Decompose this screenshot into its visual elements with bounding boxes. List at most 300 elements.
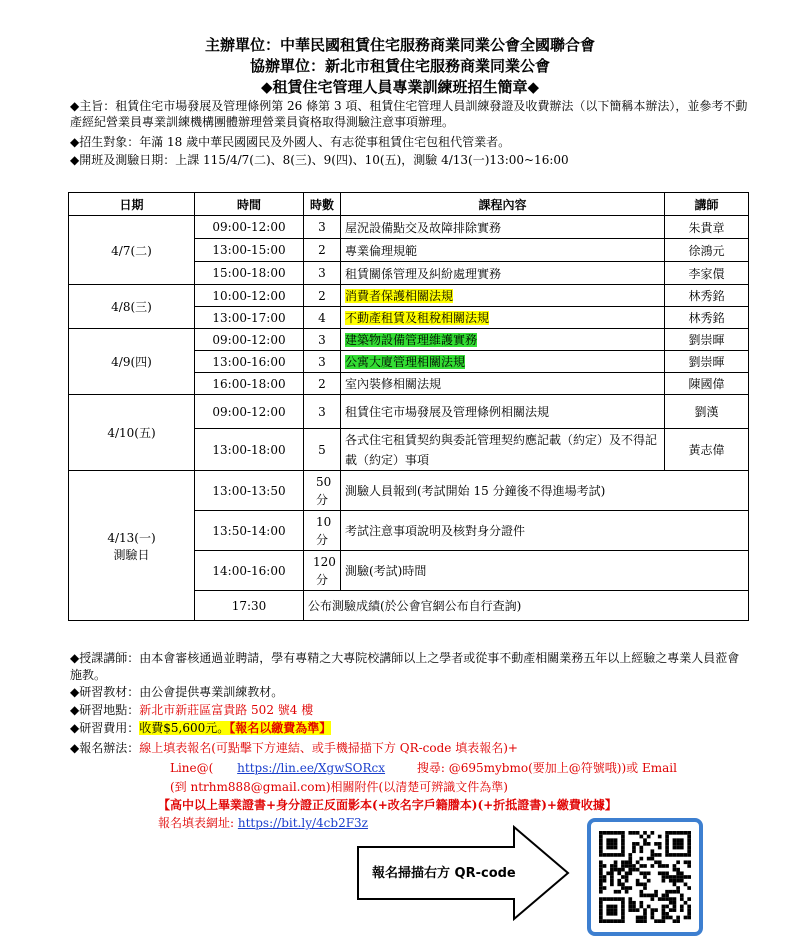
qr-module xyxy=(632,849,636,853)
qr-module xyxy=(628,860,632,864)
time-cell: 13:00-16:00 xyxy=(195,351,304,373)
qr-module xyxy=(632,864,636,868)
qr-module xyxy=(636,842,640,846)
qr-module xyxy=(606,831,610,835)
qr-module xyxy=(665,838,669,842)
qr-module xyxy=(632,908,636,912)
qr-module xyxy=(643,838,647,842)
time-cell: 13:00-13:50 xyxy=(195,471,304,511)
qr-module xyxy=(599,879,603,883)
qr-module xyxy=(628,864,632,868)
qr-module xyxy=(687,849,691,853)
qr-module xyxy=(684,831,688,835)
qr-module xyxy=(636,916,640,920)
qr-module xyxy=(658,864,662,868)
qr-module xyxy=(614,868,618,872)
hours-cell: 4 xyxy=(304,307,341,329)
qr-module xyxy=(673,868,677,872)
qr-module xyxy=(665,871,669,875)
qr-module xyxy=(654,890,658,894)
qr-module xyxy=(662,908,666,912)
apply-note xyxy=(70,740,750,757)
content-cell: 專業倫理規範 xyxy=(341,239,665,262)
qr-module xyxy=(676,875,680,879)
qr-module xyxy=(610,868,614,872)
qr-module xyxy=(680,875,684,879)
exam-day-label: 測驗日 xyxy=(113,547,150,562)
qr-module xyxy=(680,905,684,909)
qr-module xyxy=(610,912,614,916)
qr-module xyxy=(673,897,677,901)
qr-module xyxy=(610,864,614,868)
qr-module xyxy=(643,864,647,868)
qr-module xyxy=(625,886,629,890)
qr-module xyxy=(665,905,669,909)
header-time: 時間 xyxy=(195,193,304,216)
content-cell: 測驗(考試)時間 xyxy=(341,551,749,591)
qr-module xyxy=(639,894,643,898)
instructor-note: ◆授課講師：由本會審核通過並聘請，學有專精之大專院校講師以上之學者或從事不動產相關業務五年以上經驗之專業人員蒞會施教。 xyxy=(70,651,740,682)
table-row xyxy=(69,329,749,351)
qr-module xyxy=(621,849,625,853)
qr-module xyxy=(684,916,688,920)
qr-module xyxy=(628,901,632,905)
time-cell: 09:00-12:00 xyxy=(195,216,304,239)
qr-module xyxy=(665,875,669,879)
qr-module xyxy=(647,879,651,883)
document-title: ◆租賃住宅管理人員專業訓練班招生簡章◆ xyxy=(260,78,540,96)
time-cell: 14:00-16:00 xyxy=(195,551,304,591)
qr-module xyxy=(606,897,610,901)
qr-module xyxy=(599,871,603,875)
purpose-paragraph: ◆主旨：租賃住宅市場發展及管理條例第 26 條第 3 項、租賃住宅管理人員訓練發證及收費辦法（以下簡稱本辦法），並參考不動產經紀營業員專業訓練機構團體辦理營業員資格取得測驗注意事項辦理。 xyxy=(70,99,748,129)
qr-module xyxy=(621,835,625,839)
instructor-cell: 朱貴章 xyxy=(665,216,749,239)
hours-cell: 120分 xyxy=(304,551,341,591)
qr-module xyxy=(662,919,666,923)
qr-module xyxy=(680,842,684,846)
qr-module xyxy=(614,897,618,901)
qr-module xyxy=(654,842,658,846)
qr-module xyxy=(662,894,666,898)
content-cell: 屋況設備點交及故障排除實務 xyxy=(341,216,665,239)
target-paragraph: ◆招生對象：年滿 18 歲中華民國國民及外國人、有志從事租賃住宅包租代管業者。 xyxy=(70,135,511,149)
qr-module xyxy=(673,905,677,909)
qr-module xyxy=(614,919,618,923)
qr-module xyxy=(603,897,607,901)
qr-module xyxy=(687,831,691,835)
qr-module xyxy=(665,831,669,835)
qr-module xyxy=(680,894,684,898)
qr-module xyxy=(687,835,691,839)
qr-module xyxy=(632,868,636,872)
qr-module xyxy=(676,879,680,883)
hours-cell: 3 xyxy=(304,262,341,285)
qr-module xyxy=(684,853,688,857)
instructor-cell: 林秀銘 xyxy=(665,307,749,329)
location-label: ◆研習地點： xyxy=(70,703,140,717)
qr-module xyxy=(632,831,636,835)
qr-module xyxy=(665,912,669,916)
qr-module xyxy=(684,860,688,864)
qr-module xyxy=(676,831,680,835)
qr-module xyxy=(676,890,680,894)
qr-module xyxy=(621,883,625,887)
qr-module xyxy=(625,864,629,868)
qr-module xyxy=(639,864,643,868)
qr-module xyxy=(628,886,632,890)
qr-module xyxy=(628,868,632,872)
qr-module xyxy=(603,864,607,868)
instructor-cell: 徐鴻元 xyxy=(665,239,749,262)
qr-module xyxy=(639,849,643,853)
qr-module xyxy=(662,879,666,883)
qr-module xyxy=(617,879,621,883)
qr-module xyxy=(658,919,662,923)
hours-cell: 2 xyxy=(304,239,341,262)
qr-module xyxy=(643,919,647,923)
qr-module xyxy=(687,916,691,920)
qr-module xyxy=(599,835,603,839)
qr-module xyxy=(621,901,625,905)
qr-module xyxy=(669,879,673,883)
content-cell xyxy=(341,351,665,373)
qr-code-icon[interactable] xyxy=(599,831,691,923)
qr-module xyxy=(676,886,680,890)
qr-module xyxy=(680,871,684,875)
qr-module xyxy=(621,919,625,923)
qr-module xyxy=(687,886,691,890)
qr-module xyxy=(687,846,691,850)
content-cell: 測驗人員報到(考試開始 15 分鐘後不得進場考試) xyxy=(341,471,749,511)
hours-cell: 2 xyxy=(304,285,341,307)
qr-module xyxy=(636,883,640,887)
qr-module xyxy=(639,905,643,909)
qr-module xyxy=(654,919,658,923)
qr-module xyxy=(665,864,669,868)
qr-module xyxy=(643,886,647,890)
qr-module xyxy=(599,868,603,872)
qr-module xyxy=(665,916,669,920)
qr-module xyxy=(658,897,662,901)
qr-module xyxy=(606,838,610,842)
qr-module xyxy=(651,857,655,861)
qr-module xyxy=(621,864,625,868)
qr-module xyxy=(614,860,618,864)
qr-module xyxy=(614,908,618,912)
qr-module xyxy=(669,916,673,920)
qr-module xyxy=(599,860,603,864)
apply-line-3: (到 ntrhm888@gmail.com)相關附件(以清楚可辨識文件為準) xyxy=(170,780,508,794)
table-row xyxy=(69,216,749,239)
qr-module xyxy=(610,879,614,883)
qr-module xyxy=(669,897,673,901)
qr-module xyxy=(599,842,603,846)
hours-cell: 10分 xyxy=(304,511,341,551)
qr-module xyxy=(651,912,655,916)
content-cell xyxy=(341,329,665,351)
qr-module xyxy=(610,905,614,909)
qr-module xyxy=(647,857,651,861)
highlighted-course: 建築物設備管理維護實務 xyxy=(345,333,478,347)
qr-module xyxy=(599,890,603,894)
qr-module xyxy=(606,846,610,850)
time-cell: 13:00-17:00 xyxy=(195,307,304,329)
content-cell: 室內裝修相關法規 xyxy=(341,373,665,395)
qr-module xyxy=(673,838,677,842)
line-link[interactable]: https://lin.ee/XgwSORcx xyxy=(237,761,386,775)
date-cell xyxy=(69,471,195,621)
hours-cell: 3 xyxy=(304,329,341,351)
qr-module xyxy=(673,890,677,894)
qr-module xyxy=(684,883,688,887)
qr-module xyxy=(628,908,632,912)
qr-module xyxy=(614,838,618,842)
line-search: 搜尋: @695mybmo(要加上@符號哦))或 Email xyxy=(416,761,677,775)
qr-module xyxy=(599,831,603,835)
highlighted-course: 消費者保護相關法規 xyxy=(345,289,454,303)
fee-value: 收費$5,600元。 xyxy=(139,721,230,735)
fee-note xyxy=(70,720,750,737)
instructor-cell: 劉崇暉 xyxy=(665,351,749,373)
qr-module xyxy=(632,901,636,905)
qr-module xyxy=(599,853,603,857)
qr-module xyxy=(614,912,618,916)
content-cell: 租賃關係管理及糾紛處理實務 xyxy=(341,262,665,285)
qr-module xyxy=(617,883,621,887)
time-cell: 13:00-18:00 xyxy=(195,429,304,471)
qr-module xyxy=(669,831,673,835)
qr-module xyxy=(606,908,610,912)
qr-module xyxy=(651,831,655,835)
hours-cell: 5 xyxy=(304,429,341,471)
qr-module xyxy=(651,897,655,901)
qr-module xyxy=(669,908,673,912)
qr-module xyxy=(647,905,651,909)
dates-paragraph: ◆開班及測驗日期：上課 115/4/7(二)、8(三)、9(四)、10(五)，測驗 4/13(一)13:00~16:00 xyxy=(70,153,569,167)
qr-module xyxy=(639,919,643,923)
qr-module xyxy=(621,886,625,890)
content-cell: 租賃住宅市場發展及管理條例相關法規 xyxy=(341,395,665,429)
qr-module xyxy=(673,864,677,868)
qr-module xyxy=(665,835,669,839)
qr-module xyxy=(621,853,625,857)
qr-module xyxy=(628,857,632,861)
qr-module xyxy=(639,916,643,920)
qr-module xyxy=(610,842,614,846)
schedule-table xyxy=(68,192,749,621)
time-cell: 09:00-12:00 xyxy=(195,395,304,429)
qr-module xyxy=(636,879,640,883)
qr-module xyxy=(617,890,621,894)
qr-module xyxy=(603,919,607,923)
qr-module xyxy=(603,875,607,879)
hours-cell: 50分 xyxy=(304,471,341,511)
qr-module xyxy=(617,831,621,835)
qr-module xyxy=(621,905,625,909)
qr-module xyxy=(603,879,607,883)
qr-module xyxy=(628,831,632,835)
qr-module xyxy=(676,868,680,872)
qr-module xyxy=(676,853,680,857)
header-content: 課程內容 xyxy=(341,193,665,216)
qr-module xyxy=(636,908,640,912)
qr-module xyxy=(654,853,658,857)
qr-module xyxy=(599,916,603,920)
qr-module xyxy=(647,894,651,898)
qr-module xyxy=(636,868,640,872)
qr-module xyxy=(658,846,662,850)
qr-module xyxy=(614,842,618,846)
qr-module xyxy=(687,908,691,912)
apply-line-1: 線上填表報名(可點擊下方連結、或手機掃描下方 QR-code 填表報名)+ xyxy=(139,741,518,755)
qr-module xyxy=(665,846,669,850)
qr-module xyxy=(632,846,636,850)
qr-module xyxy=(621,846,625,850)
table-row xyxy=(69,285,749,307)
qr-module xyxy=(610,831,614,835)
qr-module xyxy=(621,912,625,916)
qr-module xyxy=(628,871,632,875)
qr-module xyxy=(643,912,647,916)
qr-module xyxy=(599,919,603,923)
qr-module xyxy=(599,897,603,901)
qr-module xyxy=(636,860,640,864)
qr-module xyxy=(662,875,666,879)
apply-line-2 xyxy=(170,760,760,777)
qr-module xyxy=(647,835,651,839)
qr-module xyxy=(687,897,691,901)
qr-module xyxy=(673,901,677,905)
qr-module xyxy=(673,875,677,879)
qr-module xyxy=(662,905,666,909)
instructor-cell: 劉漢 xyxy=(665,395,749,429)
instructor-cell: 黃志偉 xyxy=(665,429,749,471)
qr-module xyxy=(610,908,614,912)
qr-module xyxy=(651,916,655,920)
hours-cell: 2 xyxy=(304,373,341,395)
instructor-cell: 陳國偉 xyxy=(665,373,749,395)
qr-module xyxy=(669,853,673,857)
highlighted-course: 公寓大廈管理相關法規 xyxy=(345,355,466,369)
qr-module xyxy=(680,853,684,857)
qr-module xyxy=(606,853,610,857)
qr-module xyxy=(662,871,666,875)
qr-module xyxy=(632,905,636,909)
qr-module xyxy=(625,879,629,883)
content-cell xyxy=(341,307,665,329)
table-row xyxy=(69,395,749,429)
time-cell: 13:00-15:00 xyxy=(195,239,304,262)
highlighted-course: 不動產租賃及租稅相關法規 xyxy=(345,311,490,325)
qr-module xyxy=(665,890,669,894)
qr-module xyxy=(614,864,618,868)
qr-module xyxy=(606,919,610,923)
qr-module xyxy=(676,916,680,920)
form-url-link[interactable]: https://bit.ly/4cb2F3z xyxy=(237,816,368,830)
qr-module xyxy=(665,894,669,898)
qr-module xyxy=(614,846,618,850)
content-cell xyxy=(341,285,665,307)
qr-module xyxy=(673,908,677,912)
qr-module xyxy=(621,860,625,864)
qr-module xyxy=(599,864,603,868)
qr-module xyxy=(662,864,666,868)
date-cell: 4/9(四) xyxy=(69,329,195,395)
qr-module xyxy=(599,838,603,842)
qr-module xyxy=(669,901,673,905)
qr-module xyxy=(621,908,625,912)
qr-module xyxy=(676,919,680,923)
qr-module xyxy=(665,849,669,853)
qr-module xyxy=(610,875,614,879)
qr-module xyxy=(625,875,629,879)
table-row xyxy=(69,471,749,511)
qr-module xyxy=(643,908,647,912)
time-cell: 15:00-18:00 xyxy=(195,262,304,285)
qr-module xyxy=(673,879,677,883)
qr-code-frame[interactable] xyxy=(587,818,703,936)
qr-module xyxy=(621,897,625,901)
qr-module xyxy=(599,901,603,905)
qr-module xyxy=(599,912,603,916)
qr-module xyxy=(621,831,625,835)
qr-module xyxy=(651,894,655,898)
qr-module xyxy=(687,838,691,842)
time-cell: 13:50-14:00 xyxy=(195,511,304,551)
apply-line-4: 【高中以上畢業證書+身分證正反面影本(+改名字戶籍謄本)(+折抵證書)+繳費收據】 xyxy=(158,798,617,812)
qr-module xyxy=(658,860,662,864)
qr-module xyxy=(599,905,603,909)
qr-module xyxy=(610,919,614,923)
fee-remark: 【報名以繳費為準】 xyxy=(229,721,332,735)
qr-module xyxy=(639,883,643,887)
location-note xyxy=(70,702,750,719)
qr-module xyxy=(621,842,625,846)
qr-module xyxy=(687,905,691,909)
qr-module xyxy=(639,901,643,905)
qr-module xyxy=(606,905,610,909)
qr-module xyxy=(603,831,607,835)
qr-module xyxy=(628,905,632,909)
qr-module xyxy=(687,912,691,916)
qr-module xyxy=(643,871,647,875)
qr-module xyxy=(676,846,680,850)
instructor-cell: 李家儇 xyxy=(665,262,749,285)
qr-module xyxy=(680,846,684,850)
qr-module xyxy=(684,875,688,879)
content-cell: 考試注意事項說明及核對身分證件 xyxy=(341,511,749,551)
qr-module xyxy=(621,875,625,879)
qr-module xyxy=(654,908,658,912)
qr-module xyxy=(662,897,666,901)
qr-module xyxy=(676,871,680,875)
qr-module xyxy=(647,842,651,846)
qr-module xyxy=(643,894,647,898)
time-cell: 10:00-12:00 xyxy=(195,285,304,307)
instructor-cell: 林秀銘 xyxy=(665,285,749,307)
qr-module xyxy=(636,831,640,835)
qr-module xyxy=(599,908,603,912)
qr-module xyxy=(639,835,643,839)
qr-module xyxy=(647,871,651,875)
qr-module xyxy=(610,838,614,842)
qr-module xyxy=(599,883,603,887)
qr-module xyxy=(665,897,669,901)
header-instructor: 講師 xyxy=(665,193,749,216)
form-url-label: 報名填表網址: xyxy=(158,816,235,830)
qr-module xyxy=(651,853,655,857)
